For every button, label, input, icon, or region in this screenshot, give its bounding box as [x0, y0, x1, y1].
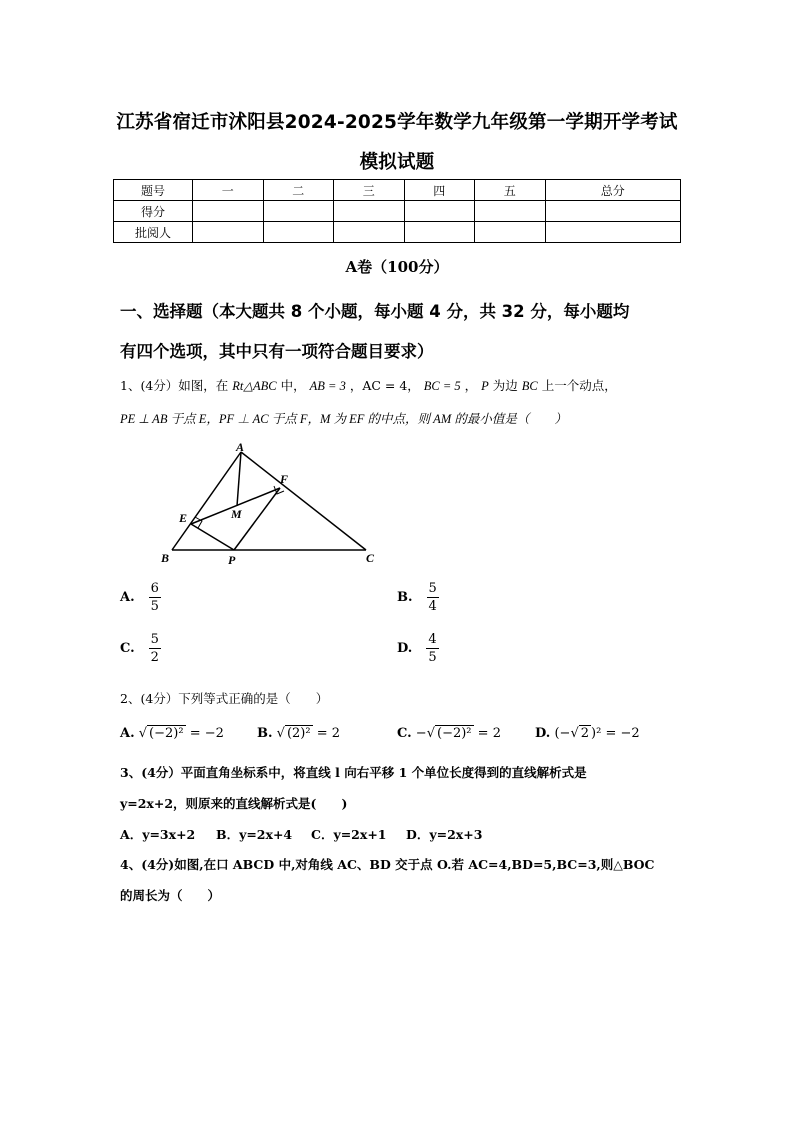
q1-text: 为边	[492, 378, 518, 393]
score-table-header	[114, 180, 681, 201]
score-cell[interactable]	[545, 201, 681, 222]
score-cell[interactable]	[545, 222, 681, 243]
fraction: $\frac{5}{4}$	[428, 581, 437, 614]
q2-option-d[interactable]: D. (−√ 2 )² = −2	[535, 726, 640, 741]
segment-am	[237, 452, 241, 506]
label-a: A	[236, 440, 245, 454]
q2-option-b[interactable]: B. √ (2)² = 2	[257, 726, 341, 741]
option-label: B.	[397, 590, 413, 605]
q3-option-d[interactable]: D．y=2x+3	[406, 827, 483, 842]
score-table-row	[114, 201, 681, 222]
fraction: $\frac{4}{5}$	[428, 632, 437, 665]
q3-option-c[interactable]: C．y=2x+1	[311, 827, 387, 842]
q2-stem: 2、(4分）下列等式正确的是（ ）	[120, 691, 329, 706]
q1-triangle-figure	[150, 440, 390, 570]
segment-pe	[191, 524, 234, 550]
q4-stem-line1: 4、(4分)如图,在口 ABCD 中,对角线 AC、BD 交于点 O.若 AC=4,BD=5,BC=3,则△BOC	[120, 857, 655, 872]
q1-text: 上一个动点，	[541, 378, 617, 393]
label-f: F	[280, 472, 289, 486]
score-row-label: 批阅人	[114, 222, 193, 243]
q3-stem-line2: y=2x+2，则原来的直线解析式是( )	[120, 796, 348, 811]
score-cell[interactable]	[263, 201, 334, 222]
score-header-cell: 一	[193, 180, 264, 201]
score-cell[interactable]	[334, 222, 405, 243]
q1-option-d[interactable]	[397, 631, 439, 666]
q1-bc: BC = 5	[423, 379, 461, 393]
option-label: A.	[120, 590, 135, 605]
q1-option-c[interactable]	[120, 631, 161, 666]
q1-text: ，	[464, 378, 478, 393]
q1-ab: AB = 3	[309, 379, 346, 393]
fraction: $\frac{6}{5}$	[150, 581, 159, 614]
q3-option-b[interactable]: B．y=2x+4	[216, 827, 293, 842]
score-row-label: 得分	[114, 201, 193, 222]
q1-ac: ，AC = 4，	[349, 378, 420, 393]
fraction: $\frac{5}{2}$	[150, 632, 159, 665]
score-cell[interactable]	[193, 222, 264, 243]
section-heading-line1: 一、选择题（本大题共 8 个小题，每小题 4 分，共 32 分，每小题均	[120, 302, 630, 321]
label-c: C	[366, 551, 375, 565]
score-header-cell: 四	[404, 180, 475, 201]
score-table	[113, 179, 681, 243]
q1-option-b[interactable]	[397, 580, 439, 615]
segment-ac	[241, 452, 366, 550]
q1-stem-line2: PE ⊥ AB 于点 E，PF ⊥ AC 于点 F，M 为 EF 的中点，则 AM 的最小值是（ ）	[120, 412, 567, 426]
option-label: C.	[120, 641, 135, 656]
score-header-cell: 题号	[114, 180, 193, 201]
section-heading-line2: 有四个选项，其中只有一项符合题目要求）	[120, 342, 434, 361]
q1-triangle: Rt△ABC	[232, 379, 277, 393]
score-header-cell: 二	[263, 180, 334, 201]
paper-section-a: A卷（100分）	[345, 258, 449, 276]
exam-title-line2: 模拟试题	[359, 152, 435, 173]
exam-title-line1: 江苏省宿迁市沭阳县2024-2025学年数学九年级第一学期开学考试	[116, 112, 678, 133]
label-p: P	[228, 553, 236, 567]
q3-option-a[interactable]: A．y=3x+2	[120, 827, 196, 842]
q1-point-p: P	[481, 379, 489, 393]
q1-side-bc: BC	[521, 379, 538, 393]
q1-stem-line1	[120, 376, 617, 394]
q4-stem-line2: 的周长为（ ）	[120, 888, 221, 903]
q2-option-c[interactable]: C. −√ (−2)² = 2	[397, 726, 501, 741]
score-header-cell: 五	[475, 180, 546, 201]
q1-text: 中，	[280, 378, 306, 393]
score-cell[interactable]	[475, 222, 546, 243]
label-e: E	[179, 511, 188, 525]
score-cell[interactable]	[404, 222, 475, 243]
label-m: M	[231, 507, 242, 521]
q3-stem-line1: 3、(4分）平面直角坐标系中，将直线 l 向右平移 1 个单位长度得到的直线解析式是	[120, 765, 587, 780]
q2-option-a[interactable]: A. √ (−2)² = −2	[120, 726, 224, 741]
segment-ab	[172, 452, 241, 550]
score-cell[interactable]	[334, 201, 405, 222]
score-header-cell: 总分	[545, 180, 681, 201]
score-table-row	[114, 222, 681, 243]
q1-prefix: 1、(4分）如图，在	[120, 378, 229, 393]
score-cell[interactable]	[404, 201, 475, 222]
score-cell[interactable]	[193, 201, 264, 222]
score-header-cell: 三	[334, 180, 405, 201]
option-label: D.	[397, 641, 413, 656]
q1-option-a[interactable]	[120, 580, 161, 615]
score-cell[interactable]	[475, 201, 546, 222]
label-b: B	[161, 551, 170, 565]
score-cell[interactable]	[263, 222, 334, 243]
